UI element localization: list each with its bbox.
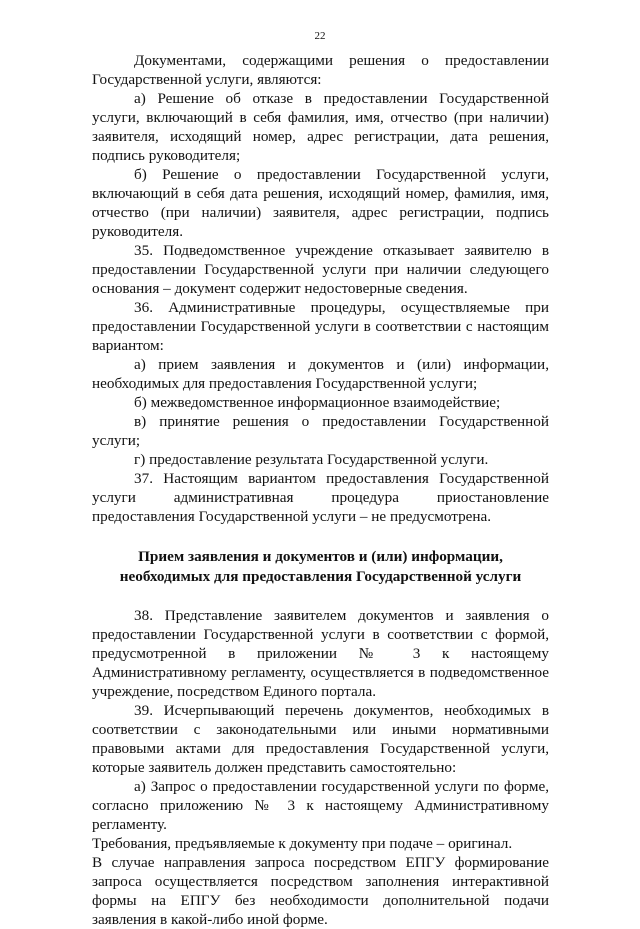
section-heading: Прием заявления и документов и (или) информации, необходимых для предоставления Государственной услуги: [119, 548, 522, 585]
paragraph: Требования, предъявляемые к документу при подаче – оригинал.: [92, 835, 513, 852]
paragraph: 36. Административные процедуры, осуществляемые при предоставлении Государственной услуги в соответствии с настоящим вариантом:: [92, 299, 549, 354]
paragraph: В случае направления запроса посредством ЕПГУ формирование запроса осуществляется посредством заполнения интерактивной формы на ЕПГУ без необходимости дополнительной подачи заявления в какой-либо иной форме.: [92, 854, 549, 928]
paragraph: в) принятие решения о предоставлении Государственной услуги;: [92, 413, 549, 449]
paragraph: а) Запрос о предоставлении государственной услуги по форме, согласно приложению № 3 к настоящему Административному регламенту.: [92, 778, 549, 833]
paragraph: б) межведомственное информационное взаимодействие;: [134, 394, 501, 411]
paragraph: Документами, содержащими решения о предоставлении Государственной услуги, являются:: [92, 52, 549, 88]
paragraph: 35. Подведомственное учреждение отказывает заявителю в предоставлении Государственной услуги при наличии следующего основания – документ содержит недостоверные сведения.: [92, 242, 549, 297]
paragraphs-after-heading: [92, 606, 549, 929]
paragraphs-before-heading: [92, 51, 549, 526]
paragraph: 37. Настоящим вариантом предоставления Государственной услуги административная процедура приостановление предоставления Государственной услуги – не предусмотрена.: [92, 470, 549, 525]
page-number: 22: [314, 30, 326, 42]
paragraph: а) Решение об отказе в предоставлении Государственной услуги, включающий в себя фамилия, имя, отчество (при наличии) заявителя, исходящий номер, адрес регистрации, дата решения, подпись руководителя;: [92, 90, 549, 164]
paragraph: а) прием заявления и документов и (или) информации, необходимых для предоставления Государственной услуги;: [92, 356, 549, 392]
paragraph: б) Решение о предоставлении Государственной услуги, включающий в себя дата решения, исходящий номер, фамилия, имя, отчество (при наличии) заявителя, адрес регистрации, подпись руководителя.: [92, 166, 549, 240]
paragraph: 38. Представление заявителем документов и заявления о предоставлении Государственной услуги в соответствии с формой, предусмотренной в приложении № 3 к настоящему Административному регламенту, осуществляется в подведомственное учреждение, посредством Единого портала.: [92, 607, 549, 700]
paragraph: г) предоставление результата Государственной услуги.: [134, 451, 489, 468]
paragraph: 39. Исчерпывающий перечень документов, необходимых в соответствии с законодательными или иными нормативными правовыми актами для предоставления Государственной услуги, которые заявитель должен представить самостоятельно:: [92, 702, 549, 776]
document-body: [92, 51, 549, 929]
